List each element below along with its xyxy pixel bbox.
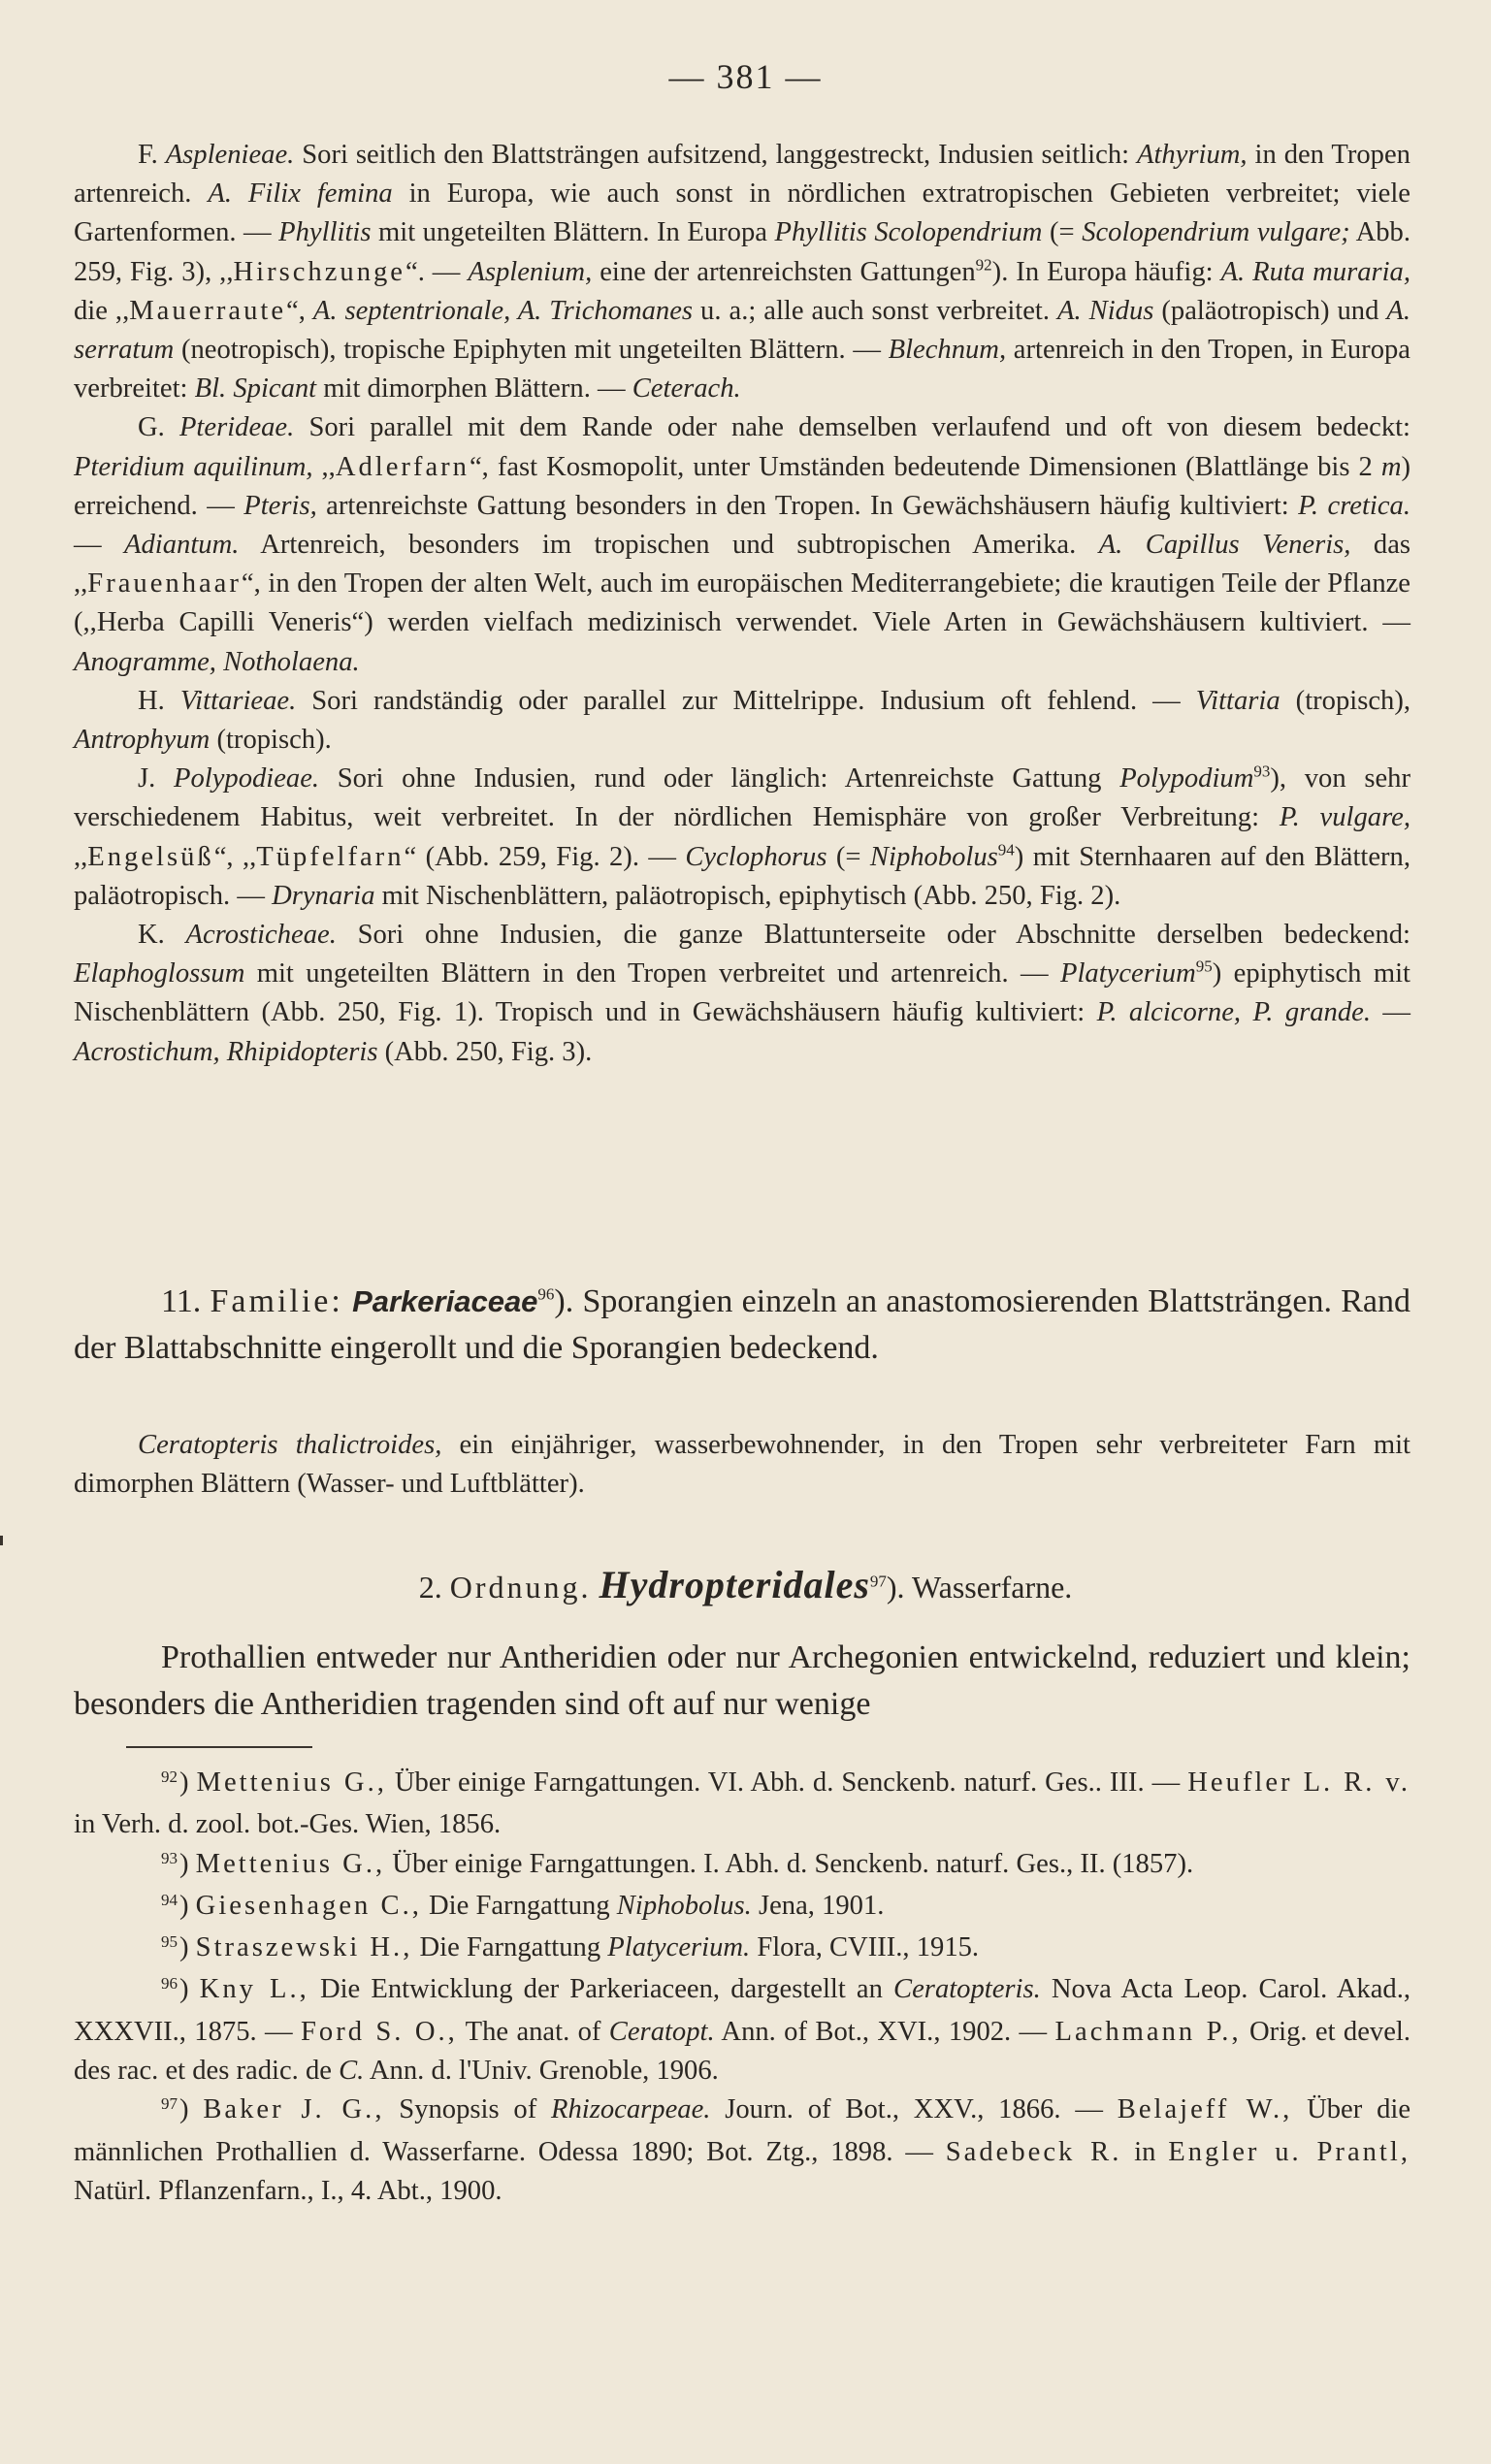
paragraph-ceratopteris: Ceratopteris thalictroides, ein einjähriger, wasserbewohnender, in den Tropen sehr verbreiteter Farn mit dimorphen Blättern (Wasser- und Luftblätter). [74,1430,1410,1499]
paragraph-prothallien: Prothallien entweder nur Antheridien oder nur Archegonien entwickelnd, reduziert und klein; besonders die Antheridien tragenden sind oft auf nur wenige [74,1639,1410,1722]
footnote-95: $^{95}$) Straszewski H., Die Farngattung Platycerium. Flora, CVIII., 1915. [161,1932,980,1963]
family-parkeriaceae [74,1279,1410,1372]
paragraph-acrosticheae: K. Acrosticheae. Sori ohne Indusien, die ganze Blattunterseite oder Abschnitte derselben bedeckend: Elaphoglossum mit ungeteilten Blättern in den Tropen verbreitet und artenreich. — Platycerium$^{95}$) epiphytisch mit Nischenblättern (Abb. 250, Fig. 1). Tropisch und in Gewächshäusern häufig kultiviert: P. alcicorne, P. grande. — Acrostichum, Rhipidopteris (Abb. 250, Fig. 3). [74,920,1411,1067]
footnote-rule [126,1746,312,1748]
margin-mark [0,1536,3,1545]
main-text [74,136,1410,1072]
footnote-96: $^{96}$) Kny L., Die Entwicklung der Parkeriaceen, dargestellt an Ceratopteris. Nova Acta Leop. Carol. Akad., XXXVII., 1875. — Ford S. O., The anat. of Ceratopt. Ann. of Bot., XVI., 1902. — Lachmann P., Orig. et devel. des rac. et des radic. de C. Ann. d. l'Univ. Grenoble, 1906. [74,1974,1411,2087]
family-heading-text: 11. Familie: Parkeriaceae$^{96}$). Sporangien einzeln an anastomosierenden Blattsträngen. Rand der Blattabschnitte eingerollt und die Sporangien bedeckend. [74,1283,1410,1366]
footnote-97: $^{97}$) Baker J. G., Synopsis of Rhizocarpeae. Journ. of Bot., XXV., 1866. — Belajeff W., Über die männlichen Prothallien d. Wasserfarne. Odessa 1890; Bot. Ztg., 1898. — Sadebeck R. in Engler u. Prantl, Natürl. Pflanzenfarn., I., 4. Abt., 1900. [74,2094,1411,2206]
page-number: — 381 — [668,57,823,96]
order-heading: 2. Ordnung. Hydropteridales$^{97}$). Wasserfarne. [418,1563,1073,1606]
paragraph-asplenieae: F. Asplenieae. Sori seitlich den Blattsträngen aufsitzend, langgestreckt, Indusien seitlich: Athyrium, in den Tropen artenreich. A. Filix femina in Europa, wie auch sonst in nördlichen extratropischen Gebieten verbreitet; viele Gartenformen. — Phyllitis mit ungeteilten Blättern. In Europa Phyllitis Scolopendrium (= Scolopendrium vulgare; Abb. 259, Fig. 3), ,,Hirschzunge“. — Asplenium, eine der artenreichsten Gattungen$^{92}$). In Europa häufig: A. Ruta muraria, die ,,Mauerraute“, A. septentrionale, A. Trichomanes u. a.; alle auch sonst verbreitet. A. Nidus (paläotropisch) und A. serratum (neotropisch), tropische Epiphyten mit ungeteilten Blättern. — Blechnum, artenreich in den Tropen, in Europa verbreitet: Bl. Spicant mit dimorphen Blättern. — Ceterach. [74,140,1411,405]
footnote-92: $^{92}$) Mettenius G., Über einige Farngattungen. VI. Abh. d. Senckenb. naturf. Ges.. III. — Heufler L. R. v. in Verh. d. zool. bot.-Ges. Wien, 1856. [74,1767,1411,1840]
paragraph-vittarieae: H. Vittarieae. Sori randständig oder parallel zur Mittelrippe. Indusium oft fehlend. — Vittaria (tropisch), Antrophyum (tropisch). [74,685,1410,756]
footnote-94: $^{94}$) Giesenhagen C., Die Farngattung Niphobolus. Jena, 1901. [161,1890,885,1921]
footnotes [74,1764,1410,2211]
footnote-93: $^{93}$) Mettenius G., Über einige Farngattungen. I. Abh. d. Senckenb. naturf. Ges., II. (1857). [161,1848,1194,1879]
paragraph-polypodieae: J. Polypodieae. Sori ohne Indusien, rund oder länglich: Artenreichste Gattung Polypodium$^{93}$), von sehr verschiedenem Habitus, weit verbreitet. In der nördlichen Hemisphäre von großer Verbreitung: P. vulgare, ,,Engelsüß“, ,,Tüpfelfarn“ (Abb. 259, Fig. 2). — Cyclophorus (= Niphobolus$^{94}$) mit Sternhaaren auf den Blättern, paläotropisch. — Drynaria mit Nischenblättern, paläotropisch, epiphytisch (Abb. 250, Fig. 2). [74,762,1411,911]
paragraph-pterideae: G. Pterideae. Sori parallel mit dem Rande oder nahe demselben verlaufend und oft von diesem bedeckt: Pteridium aquilinum, ,,Adlerfarn“, fast Kosmopolit, unter Umständen bedeutende Dimensionen (Blattlänge bis 2 m) erreichend. — Pteris, artenreichste Gattung besonders in den Tropen. In Gewächshäusern häufig kultiviert: P. cretica. — Adiantum. Artenreich, besonders im tropischen und subtropischen Amerika. A. Capillus Veneris, das ,,Frauenhaar“, in den Tropen der alten Welt, auch im europäischen Mediterrangebiete; die krautigen Teile der Pflanze (,,Herba Capilli Veneris“) werden vielfach medizinisch verwendet. Viele Arten in Gewächshäusern kultiviert. — Anogramme, Notholaena. [74,412,1411,677]
